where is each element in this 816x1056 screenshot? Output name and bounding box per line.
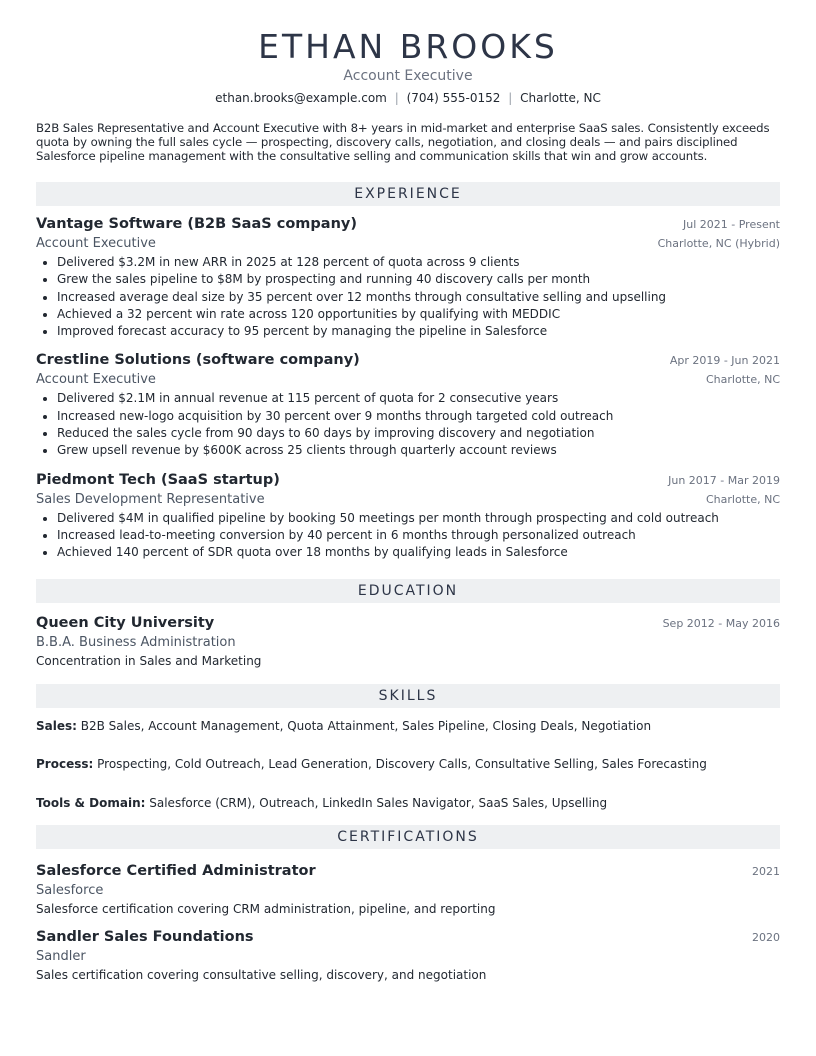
degree: B.B.A. Business Administration [36,634,236,650]
section-header-skills: SKILLS [36,684,780,708]
school-name: Queen City University [36,614,215,631]
education-detail: Concentration in Sales and Marketing [36,653,262,668]
contact-phone: (704) 555-0152 [406,91,501,105]
job-location: Charlotte, NC [706,373,780,387]
contact-separator: | [394,91,399,105]
contact-location: Charlotte, NC [520,91,601,105]
contact-separator: | [508,91,513,105]
company-name: Crestline Solutions (software company) [36,352,360,369]
achievement-item: • Increased average deal size by 35 percent over 12 months through consultative selling and upselling [57,289,780,306]
candidate-title: Account Executive [343,68,473,84]
skill-list: Salesforce (CRM), Outreach, LinkedIn Sales Navigator, SaaS Sales, Upselling [149,795,608,810]
employment-dates: Jul 2021 - Present [683,218,780,231]
job-role: Account Executive [36,372,156,388]
skill-row [36,795,780,811]
job-location: Charlotte, NC [706,492,780,506]
section-header-education: EDUCATION [36,579,780,603]
skill-row [36,718,780,734]
certification-description: Salesforce certification covering CRM administration, pipeline, and reporting [36,901,496,916]
skill-category: Sales: [36,718,77,733]
achievement-item: • Increased lead-to-meeting conversion by 40 percent in 6 months through personalized outreach [57,527,780,544]
experience-entry [36,214,780,340]
certification-name: Salesforce Certified Administrator [36,862,316,879]
experience-entry [36,350,780,459]
achievement-list [36,510,780,562]
job-role: Account Executive [36,236,156,251]
achievement-item: • Improved forecast accuracy to 95 percent by managing the pipeline in Salesforce [57,323,780,340]
achievement-item: • Increased new-logo acquisition by 30 percent over 9 months through targeted cold outreach [57,408,780,425]
achievement-item: • Grew the sales pipeline to $8M by prospecting and running 40 discovery calls per month [57,271,780,288]
certification-year: 2020 [752,930,780,944]
achievement-item: • Achieved 140 percent of SDR quota over 18 months by qualifying leads in Salesforce [57,544,780,561]
job-role: Sales Development Representative [36,491,265,507]
certification-entry [36,861,780,917]
achievement-item: • Achieved a 32 percent win rate across 120 opportunities by qualifying with MEDDIC [57,306,780,323]
skill-list: Prospecting, Cold Outreach, Lead Generation, Discovery Calls, Consultative Selling, Sales Forecasting [97,756,707,771]
candidate-name: ETHAN BROOKS [258,27,558,66]
certification-issuer: Sandler [36,948,86,964]
achievement-item: • Delivered $2.1M in annual revenue at 115 percent of quota for 2 consecutive years [57,390,780,407]
achievement-list [36,390,780,459]
achievement-item: • Delivered $3.2M in new ARR in 2025 at 128 percent of quota across 9 clients [57,254,780,271]
skill-row [36,756,780,772]
job-location: Charlotte, NC (Hybrid) [657,237,780,250]
certification-name: Sandler Sales Foundations [36,928,254,945]
skill-list: B2B Sales, Account Management, Quota Attainment, Sales Pipeline, Closing Deals, Negotiation [80,718,652,733]
experience-entry [36,470,780,562]
employment-dates: Jun 2017 - Mar 2019 [668,473,780,487]
contact-line [36,90,780,106]
company-name: Piedmont Tech (SaaS startup) [36,471,280,488]
skill-category: Process: [36,756,94,771]
employment-dates: Apr 2019 - Jun 2021 [669,354,780,368]
skill-category: Tools & Domain: [36,795,146,810]
section-header-experience: EXPERIENCE [36,182,780,206]
achievement-list [36,254,780,340]
section-header-certifications: CERTIFICATIONS [36,825,780,849]
education-entry [36,613,780,669]
certification-entry [36,927,780,983]
achievement-item: • Grew upsell revenue by $600K across 25 clients through quarterly account reviews [57,442,780,459]
company-name: Vantage Software (B2B SaaS company) [36,216,357,232]
achievement-item: • Delivered $4M in qualified pipeline by booking 50 meetings per month through prospecting and cold outreach [57,510,780,527]
certification-year: 2021 [752,864,780,878]
resume-header [36,0,780,106]
achievement-item: • Reduced the sales cycle from 90 days to 60 days by improving discovery and negotiation [57,425,780,442]
summary-paragraph: B2B Sales Representative and Account Executive with 8+ years in mid-market and enterprise SaaS sales. Consistently exceeds quota by owning the full sales cycle — prospecting, discovery calls, negotiation, and closing deals — and pairs disciplined Salesforce pipeline management with the consultative selling and communication skills that win and grow accounts. [36,121,770,163]
certification-description: Sales certification covering consultative selling, discovery, and negotiation [36,967,487,982]
contact-email[interactable]: ethan.brooks@example.com [215,91,387,105]
education-dates: Sep 2012 - May 2016 [662,616,780,630]
certification-issuer: Salesforce [36,882,104,898]
